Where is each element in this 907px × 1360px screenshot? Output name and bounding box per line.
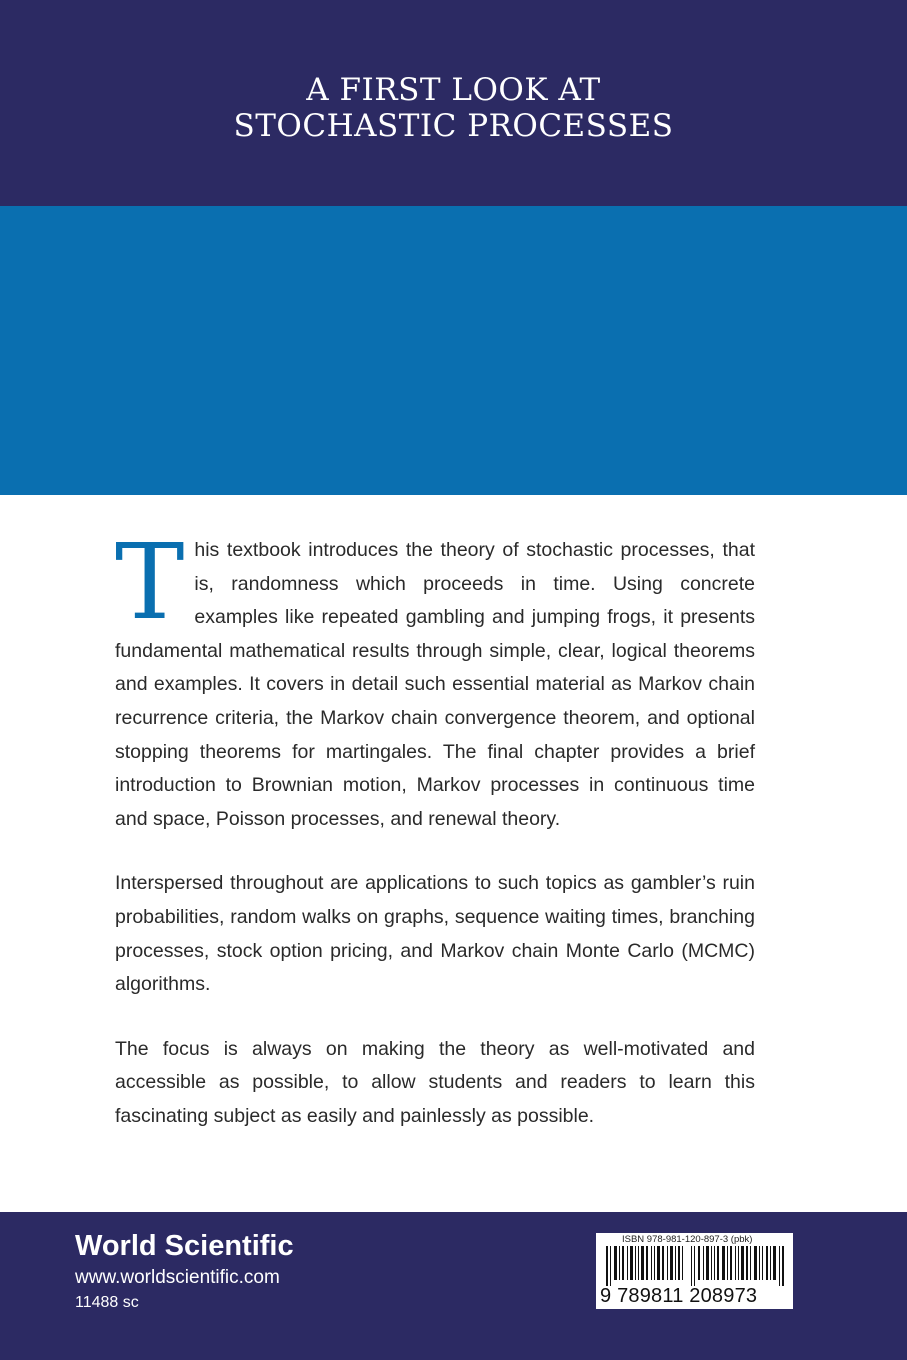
isbn-barcode xyxy=(596,1233,793,1309)
publisher-website: www.worldscientific.com xyxy=(75,1267,280,1288)
description-paragraph-2: Interspersed throughout are applications to such topics as gambler’s ruin probabilities, random walks on graphs, sequence waiting times, branching processes, stock option pricing, and Markov chain Monte Carlo (MCMC) algorithms. xyxy=(115,872,755,996)
isbn-label: ISBN 978-981-120-897-3 (pbk) xyxy=(622,1234,753,1245)
book-title xyxy=(0,72,907,144)
blue-band xyxy=(0,206,907,495)
drop-cap: T xyxy=(115,521,185,643)
catalog-code: 11488 sc xyxy=(75,1294,139,1311)
title-line-2: STOCHASTIC PROCESSES xyxy=(233,108,674,144)
barcode-digits: 9 789811 208973 xyxy=(600,1285,758,1307)
description-paragraph-1 xyxy=(115,521,755,836)
title-line-1: A FIRST LOOK AT xyxy=(306,72,601,108)
paragraph-1-text: his textbook introduces the theory of stochastic processes, that is, randomness which proceeds in time. Using concrete examples like repeated gambling and jumping frogs, it presents fundamental mathematical results through simple, clear, logical theorems and examples. It covers in detail such essential material as Markov chain recurrence criteria, the Markov chain convergence theorem, and optional stopping theorems for martingales. The final chapter provides a brief introduction to Brownian motion, Markov processes in continuous time and space, Poisson processes, and renewal theory. xyxy=(115,539,755,830)
description-paragraph-3: The focus is always on making the theory as well-motivated and accessible as possible, to allow students and readers to learn this fascinating subject as easily and painlessly as possible. xyxy=(115,1037,755,1127)
barcode-icon xyxy=(606,1246,784,1286)
publisher-name: World Scientific xyxy=(75,1230,294,1262)
book-description xyxy=(115,521,755,1165)
